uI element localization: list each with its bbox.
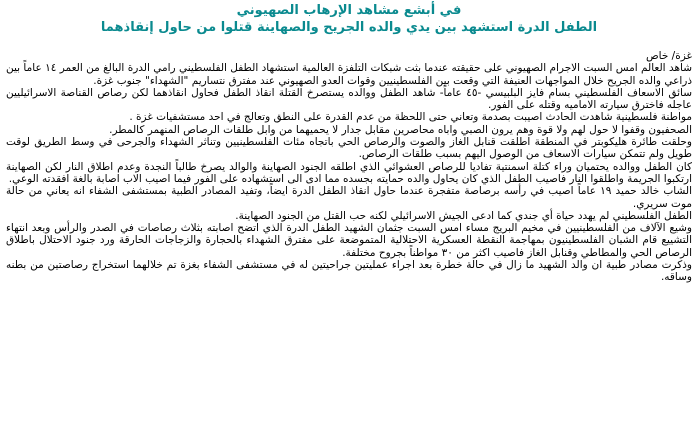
headline-main: في أبشع مشاهد الإرهاب الصهيوني	[236, 3, 462, 18]
article-body	[6, 50, 692, 284]
headline-sub: الطفل الدرة استشهد بين يدي والده الجريح والصهاينة قتلوا من حاول إنقاذهما	[100, 20, 598, 35]
article-paragraph: سائق الاسعاف الفلسطيني بسام فايز البلبيسي -٤٥ عاماً- شاهد الطفل ووالده يستصرخ القتلة انقاذ الطفل فحاول انقاذهما لكن رصاص القناصة الاسرائيليين عاجله فاخترق سيارته الاماميه وقتله على الفور.	[6, 86, 692, 112]
article-paragraph: وحلقت طائرة هليكوبتر في المنطقة اطلقت قنابل الغاز والصوت والرصاص الحي باتجاه مئات الفلسطينيين وتناثر الشهداء والجرحى في وسط الطريق لوقت طويل ولم تتمكن سيارات الاسعاف من الوصول اليهم بسبب طلقات الرصاص.	[6, 136, 692, 161]
article-paragraph: مواطنة فلسطينية شاهدت الحادث اصيبت بصدمة وتعاني حتى اللحظة من عدم القدرة على النطق وتعالج في احد مستشفيات غزة .	[129, 111, 692, 124]
article-paragraph: شاهد العالم امس السبت الاجرام الصهيوني على حقيقته عندما بثت شبكات التلفزة العالمية استشهاد الطفل الفلسطيني رامي الدرة البالغ من العمر ١٤ عاماً بين ذراعي والده الجريح خلال المواجهات العنيفة التي وقعت بين الفلسطينيين وقوات العدو الصهيوني عند مفترق نتساريم "الشهداء" جنوب غزة.	[6, 62, 692, 87]
article-paragraph: وشيع الآلاف من الفلسطينيين في مخيم البريج مساء امس السبت جثمان الشهيد الطفل الدرة الذي اتضح اصابته بثلاث رصاصات في الصدر والرأس وبعد انتهاء التشييع قام الشبان الفلسطينيون بمهاجمة النقطة العسكرية الاحتلالية المتموضعة على مفترق الشهداء بالحجارة والزجاجات الحارقة ورد جنود الاحتلال باطلاق الرصاص الحي والمطاطي وقنابل الغاز فاصيب اكثر من ٣٠ مواطناً بجروح مختلفة.	[6, 222, 692, 259]
article-paragraph: الشاب خالد حميد ١٩ عاماً اصيب في رأسه برصاصة متفجرة عندما حاول انقاذ الطفل الدرة ايضاً، وتفيد المصادر الطبية بمستشفى الشفاء انه يعاني من حالة موت سريري.	[6, 185, 692, 210]
article-source: غزة/ خاص	[645, 50, 692, 62]
article-paragraph: وذكرت مصادر طبية ان والد الشهيد ما زال في حالة خطرة بعد اجراء عمليتين جراحيتين له في مستشفى الشفاء بغزة تم خلالهما استخراج رصاصتين من بطنه وساقه.	[6, 259, 692, 284]
article-paragraph: الصحفيون وقفوا لا حول لهم ولا قوة وهم يرون الصبي واباه محاصرين مقابل جدار لا يحميهما من وابل طلقات الرصاص المنهمر كالمطر.	[109, 123, 692, 136]
article-paragraph: الطفل الفلسطيني لم يهدد حياة أي جندي كما ادعى الجيش الاسرائيلي لكنه حب القتل من الجنود الصهاينة.	[235, 209, 692, 222]
article-paragraph: كان الطفل ووالده يحتميان وراء كتلة اسمنتية تفاديا للرصاص العشوائي الذي اطلقه الجنود الصهاينة والوالد يصرخ طالباً النجدة وعدم اطلاق النار لكن الصهاينة ارتكبوا الجريمة واطلقوا النار فاصيب الطفل الذي كان يحاول والده حمايته بجسده مما ادى الى استشهاده على الفور فيما اصيب الاب اصابة بالغة افقدته الوعي.	[6, 160, 692, 185]
